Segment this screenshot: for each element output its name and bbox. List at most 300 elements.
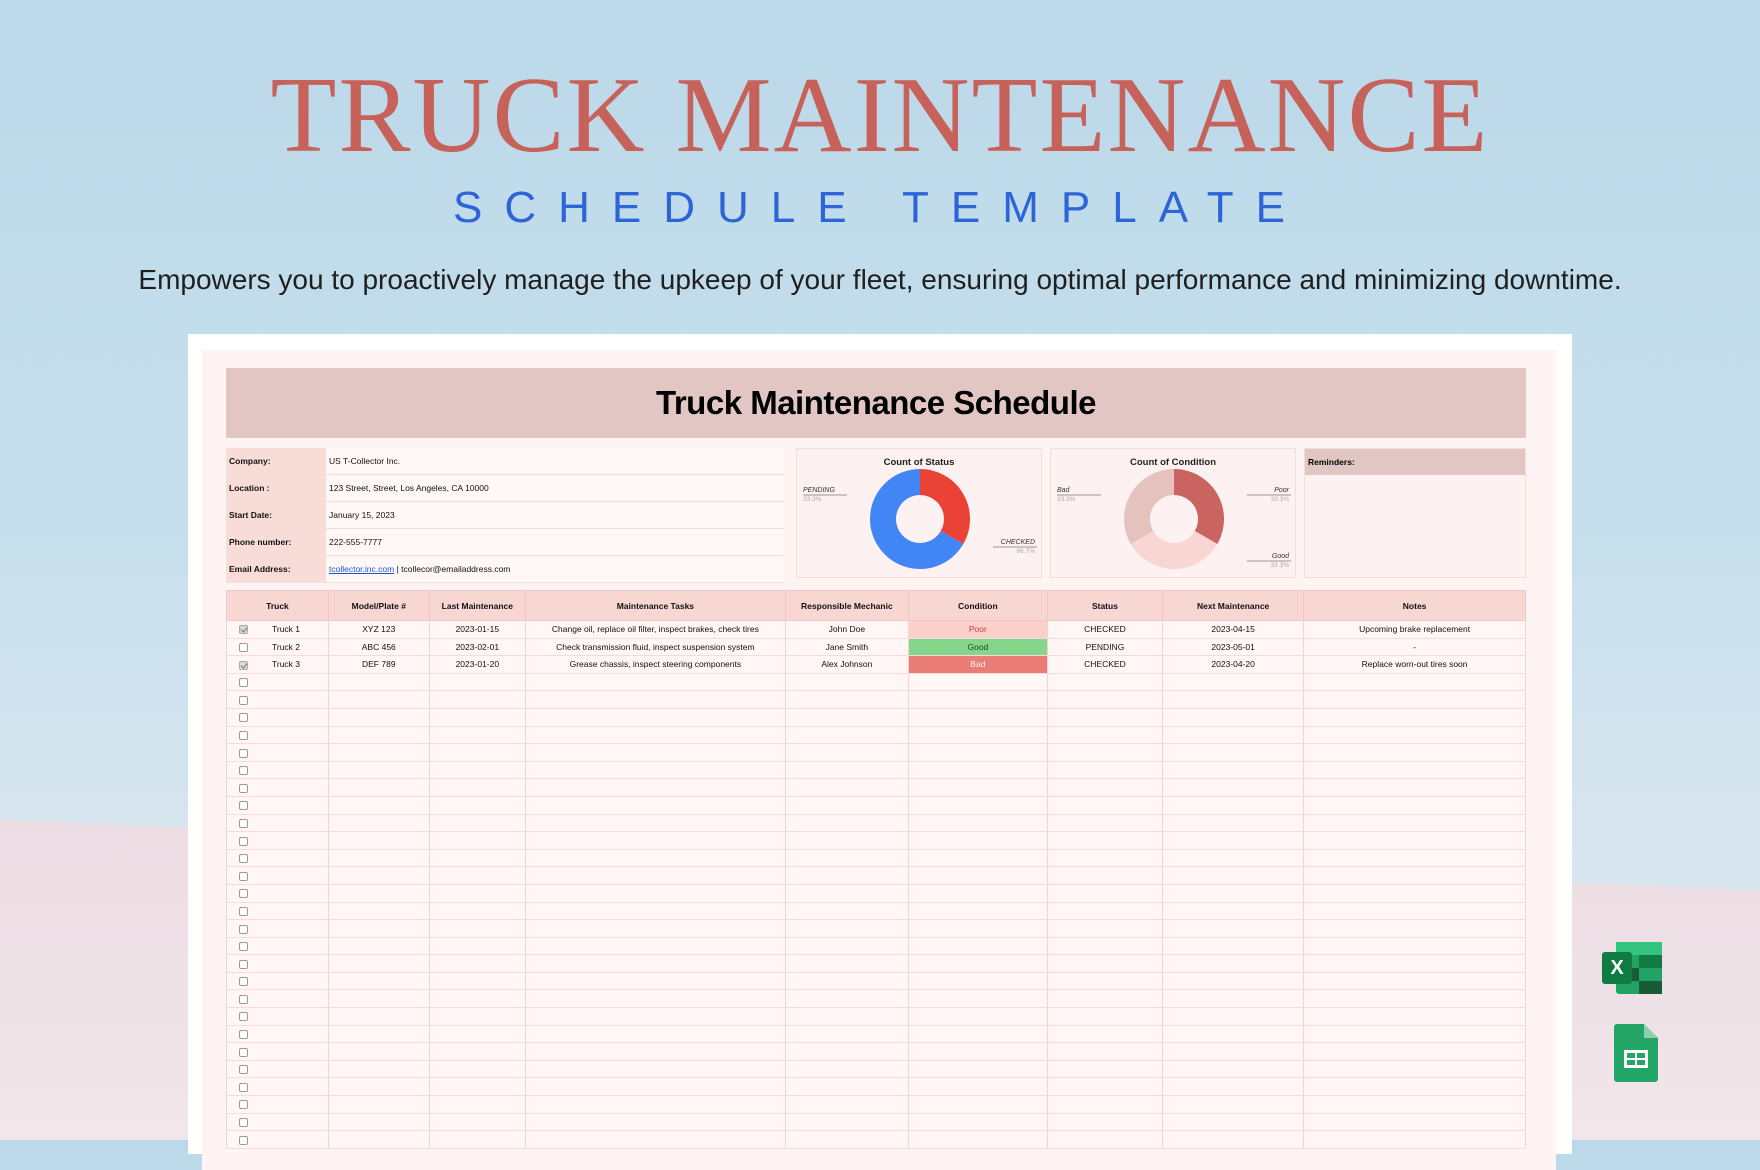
- table-row[interactable]: [227, 638, 1526, 656]
- empty-cell[interactable]: [1047, 990, 1162, 1008]
- empty-cell[interactable]: [908, 990, 1047, 1008]
- row-checkbox[interactable]: [239, 1012, 248, 1021]
- column-header[interactable]: Condition: [908, 591, 1047, 621]
- empty-cell[interactable]: [227, 867, 329, 885]
- empty-cell[interactable]: [1047, 1008, 1162, 1026]
- empty-cell[interactable]: [1304, 972, 1526, 990]
- row-checkbox[interactable]: [239, 625, 248, 634]
- empty-cell[interactable]: [328, 867, 429, 885]
- empty-cell[interactable]: [328, 1060, 429, 1078]
- empty-cell[interactable]: [1163, 884, 1304, 902]
- empty-cell[interactable]: [429, 691, 525, 709]
- row-checkbox[interactable]: [239, 766, 248, 775]
- empty-cell[interactable]: [1163, 744, 1304, 762]
- truck-cell[interactable]: [227, 656, 329, 674]
- empty-cell[interactable]: [429, 937, 525, 955]
- empty-cell[interactable]: [1304, 761, 1526, 779]
- empty-cell[interactable]: [1047, 744, 1162, 762]
- empty-cell[interactable]: [785, 1060, 908, 1078]
- empty-cell[interactable]: [1047, 779, 1162, 797]
- empty-cell[interactable]: [227, 884, 329, 902]
- row-checkbox[interactable]: [239, 1048, 248, 1057]
- model-cell[interactable]: XYZ 123: [328, 621, 429, 639]
- empty-cell[interactable]: [525, 1113, 785, 1131]
- row-checkbox[interactable]: [239, 942, 248, 951]
- empty-cell[interactable]: [429, 761, 525, 779]
- empty-cell[interactable]: [1163, 955, 1304, 973]
- empty-cell[interactable]: [908, 1078, 1047, 1096]
- empty-cell[interactable]: [328, 849, 429, 867]
- row-checkbox[interactable]: [239, 696, 248, 705]
- empty-cell[interactable]: [429, 1078, 525, 1096]
- empty-cell[interactable]: [785, 867, 908, 885]
- empty-cell[interactable]: [908, 920, 1047, 938]
- empty-cell[interactable]: [1304, 1078, 1526, 1096]
- empty-cell[interactable]: [1163, 1008, 1304, 1026]
- empty-cell[interactable]: [1304, 814, 1526, 832]
- empty-row[interactable]: [227, 832, 1526, 850]
- empty-cell[interactable]: [1047, 1078, 1162, 1096]
- empty-cell[interactable]: [1304, 1096, 1526, 1114]
- column-header[interactable]: Last Maintenance: [429, 591, 525, 621]
- empty-cell[interactable]: [227, 796, 329, 814]
- empty-cell[interactable]: [785, 814, 908, 832]
- empty-cell[interactable]: [1047, 1025, 1162, 1043]
- empty-cell[interactable]: [1047, 955, 1162, 973]
- empty-row[interactable]: [227, 1078, 1526, 1096]
- empty-cell[interactable]: [525, 832, 785, 850]
- empty-cell[interactable]: [1163, 832, 1304, 850]
- empty-row[interactable]: [227, 972, 1526, 990]
- empty-cell[interactable]: [328, 1025, 429, 1043]
- empty-cell[interactable]: [1304, 884, 1526, 902]
- empty-cell[interactable]: [328, 920, 429, 938]
- empty-cell[interactable]: [908, 691, 1047, 709]
- empty-cell[interactable]: [785, 1025, 908, 1043]
- empty-row[interactable]: [227, 849, 1526, 867]
- empty-cell[interactable]: [908, 849, 1047, 867]
- empty-cell[interactable]: [429, 902, 525, 920]
- empty-cell[interactable]: [429, 796, 525, 814]
- empty-cell[interactable]: [785, 691, 908, 709]
- company-value[interactable]: US T-Collector Inc.: [326, 448, 784, 474]
- empty-cell[interactable]: [1304, 867, 1526, 885]
- notes-cell[interactable]: Upcoming brake replacement: [1304, 621, 1526, 639]
- empty-row[interactable]: [227, 1043, 1526, 1061]
- row-checkbox[interactable]: [239, 1083, 248, 1092]
- empty-cell[interactable]: [1047, 1043, 1162, 1061]
- empty-cell[interactable]: [1304, 1113, 1526, 1131]
- empty-cell[interactable]: [525, 726, 785, 744]
- empty-cell[interactable]: [525, 779, 785, 797]
- empty-cell[interactable]: [1163, 1113, 1304, 1131]
- condition-cell[interactable]: Good: [908, 638, 1047, 656]
- row-checkbox[interactable]: [239, 872, 248, 881]
- empty-cell[interactable]: [1047, 673, 1162, 691]
- empty-cell[interactable]: [227, 779, 329, 797]
- empty-cell[interactable]: [785, 884, 908, 902]
- empty-cell[interactable]: [908, 1096, 1047, 1114]
- empty-cell[interactable]: [429, 1096, 525, 1114]
- empty-cell[interactable]: [1163, 1078, 1304, 1096]
- empty-cell[interactable]: [525, 1060, 785, 1078]
- empty-cell[interactable]: [908, 796, 1047, 814]
- empty-cell[interactable]: [1304, 673, 1526, 691]
- empty-cell[interactable]: [429, 832, 525, 850]
- empty-cell[interactable]: [328, 779, 429, 797]
- empty-cell[interactable]: [908, 832, 1047, 850]
- empty-row[interactable]: [227, 920, 1526, 938]
- empty-cell[interactable]: [1047, 796, 1162, 814]
- empty-cell[interactable]: [328, 955, 429, 973]
- empty-cell[interactable]: [1304, 744, 1526, 762]
- empty-cell[interactable]: [227, 1060, 329, 1078]
- empty-cell[interactable]: [1047, 1096, 1162, 1114]
- empty-cell[interactable]: [525, 884, 785, 902]
- mechanic-cell[interactable]: John Doe: [785, 621, 908, 639]
- row-checkbox[interactable]: [239, 784, 248, 793]
- empty-cell[interactable]: [525, 1096, 785, 1114]
- empty-cell[interactable]: [227, 744, 329, 762]
- empty-cell[interactable]: [227, 1008, 329, 1026]
- empty-cell[interactable]: [328, 708, 429, 726]
- empty-cell[interactable]: [429, 1113, 525, 1131]
- empty-cell[interactable]: [1047, 867, 1162, 885]
- empty-cell[interactable]: [1047, 920, 1162, 938]
- empty-cell[interactable]: [908, 955, 1047, 973]
- empty-cell[interactable]: [429, 744, 525, 762]
- empty-cell[interactable]: [1163, 902, 1304, 920]
- empty-cell[interactable]: [227, 990, 329, 1008]
- empty-cell[interactable]: [525, 849, 785, 867]
- empty-cell[interactable]: [908, 1025, 1047, 1043]
- row-checkbox[interactable]: [239, 854, 248, 863]
- empty-cell[interactable]: [429, 1008, 525, 1026]
- empty-cell[interactable]: [1163, 761, 1304, 779]
- empty-cell[interactable]: [429, 1043, 525, 1061]
- empty-row[interactable]: [227, 1060, 1526, 1078]
- empty-cell[interactable]: [1163, 990, 1304, 1008]
- column-header[interactable]: Notes: [1304, 591, 1526, 621]
- empty-cell[interactable]: [1304, 691, 1526, 709]
- empty-cell[interactable]: [227, 937, 329, 955]
- empty-cell[interactable]: [908, 726, 1047, 744]
- empty-cell[interactable]: [785, 849, 908, 867]
- empty-cell[interactable]: [908, 884, 1047, 902]
- empty-cell[interactable]: [908, 937, 1047, 955]
- empty-cell[interactable]: [227, 673, 329, 691]
- mechanic-cell[interactable]: Alex Johnson: [785, 656, 908, 674]
- empty-cell[interactable]: [328, 832, 429, 850]
- empty-cell[interactable]: [908, 1060, 1047, 1078]
- empty-cell[interactable]: [1163, 920, 1304, 938]
- empty-cell[interactable]: [525, 744, 785, 762]
- last-cell[interactable]: 2023-01-20: [429, 656, 525, 674]
- empty-cell[interactable]: [429, 990, 525, 1008]
- empty-cell[interactable]: [429, 920, 525, 938]
- empty-cell[interactable]: [785, 796, 908, 814]
- empty-cell[interactable]: [1304, 708, 1526, 726]
- column-header[interactable]: Maintenance Tasks: [525, 591, 785, 621]
- notes-cell[interactable]: -: [1304, 638, 1526, 656]
- condition-cell[interactable]: Bad: [908, 656, 1047, 674]
- empty-row[interactable]: [227, 691, 1526, 709]
- empty-cell[interactable]: [908, 779, 1047, 797]
- last-cell[interactable]: 2023-02-01: [429, 638, 525, 656]
- empty-cell[interactable]: [227, 1043, 329, 1061]
- empty-cell[interactable]: [227, 1025, 329, 1043]
- row-checkbox[interactable]: [239, 643, 248, 652]
- empty-cell[interactable]: [785, 744, 908, 762]
- empty-cell[interactable]: [429, 972, 525, 990]
- empty-cell[interactable]: [1304, 849, 1526, 867]
- empty-cell[interactable]: [328, 972, 429, 990]
- row-checkbox[interactable]: [239, 713, 248, 722]
- empty-cell[interactable]: [1304, 990, 1526, 1008]
- empty-cell[interactable]: [785, 920, 908, 938]
- empty-cell[interactable]: [227, 902, 329, 920]
- empty-cell[interactable]: [429, 708, 525, 726]
- empty-cell[interactable]: [1163, 937, 1304, 955]
- empty-cell[interactable]: [328, 691, 429, 709]
- empty-cell[interactable]: [525, 937, 785, 955]
- empty-cell[interactable]: [785, 1043, 908, 1061]
- empty-row[interactable]: [227, 796, 1526, 814]
- empty-cell[interactable]: [328, 814, 429, 832]
- empty-cell[interactable]: [525, 708, 785, 726]
- row-checkbox[interactable]: [239, 907, 248, 916]
- row-checkbox[interactable]: [239, 801, 248, 810]
- status-cell[interactable]: PENDING: [1047, 638, 1162, 656]
- column-header[interactable]: Truck: [227, 591, 329, 621]
- start-date-value[interactable]: January 15, 2023: [326, 502, 784, 528]
- empty-cell[interactable]: [1047, 708, 1162, 726]
- empty-cell[interactable]: [328, 937, 429, 955]
- empty-cell[interactable]: [785, 1113, 908, 1131]
- empty-cell[interactable]: [1304, 796, 1526, 814]
- empty-cell[interactable]: [525, 920, 785, 938]
- empty-cell[interactable]: [429, 673, 525, 691]
- tasks-cell[interactable]: Check transmission fluid, inspect suspension system: [525, 638, 785, 656]
- empty-cell[interactable]: [1047, 902, 1162, 920]
- empty-cell[interactable]: [227, 832, 329, 850]
- empty-cell[interactable]: [525, 796, 785, 814]
- empty-cell[interactable]: [525, 673, 785, 691]
- table-row[interactable]: [227, 656, 1526, 674]
- empty-cell[interactable]: [525, 1008, 785, 1026]
- empty-cell[interactable]: [1163, 849, 1304, 867]
- empty-cell[interactable]: [1304, 1008, 1526, 1026]
- status-cell[interactable]: CHECKED: [1047, 621, 1162, 639]
- empty-cell[interactable]: [908, 972, 1047, 990]
- empty-cell[interactable]: [908, 814, 1047, 832]
- notes-cell[interactable]: Replace worn-out tires soon: [1304, 656, 1526, 674]
- row-checkbox[interactable]: [239, 1118, 248, 1127]
- empty-cell[interactable]: [908, 708, 1047, 726]
- empty-cell[interactable]: [429, 1060, 525, 1078]
- empty-cell[interactable]: [429, 867, 525, 885]
- empty-cell[interactable]: [1047, 1113, 1162, 1131]
- next-cell[interactable]: 2023-04-15: [1163, 621, 1304, 639]
- model-cell[interactable]: DEF 789: [328, 656, 429, 674]
- empty-cell[interactable]: [429, 814, 525, 832]
- empty-cell[interactable]: [525, 761, 785, 779]
- empty-cell[interactable]: [1047, 849, 1162, 867]
- empty-cell[interactable]: [429, 726, 525, 744]
- empty-cell[interactable]: [429, 779, 525, 797]
- phone-value[interactable]: 222-555-7777: [326, 529, 784, 555]
- empty-cell[interactable]: [785, 955, 908, 973]
- empty-cell[interactable]: [1163, 691, 1304, 709]
- empty-cell[interactable]: [1304, 832, 1526, 850]
- empty-cell[interactable]: [525, 972, 785, 990]
- empty-cell[interactable]: [785, 972, 908, 990]
- empty-cell[interactable]: [1047, 726, 1162, 744]
- row-checkbox[interactable]: [239, 731, 248, 740]
- empty-cell[interactable]: [227, 972, 329, 990]
- row-checkbox[interactable]: [239, 1100, 248, 1109]
- row-checkbox[interactable]: [239, 925, 248, 934]
- condition-cell[interactable]: Poor: [908, 621, 1047, 639]
- empty-cell[interactable]: [525, 691, 785, 709]
- empty-row[interactable]: [227, 761, 1526, 779]
- empty-cell[interactable]: [1163, 1025, 1304, 1043]
- empty-row[interactable]: [227, 884, 1526, 902]
- empty-cell[interactable]: [227, 1096, 329, 1114]
- empty-cell[interactable]: [1163, 779, 1304, 797]
- empty-cell[interactable]: [328, 902, 429, 920]
- empty-cell[interactable]: [1163, 726, 1304, 744]
- empty-cell[interactable]: [1047, 832, 1162, 850]
- empty-cell[interactable]: [227, 1113, 329, 1131]
- row-checkbox[interactable]: [239, 977, 248, 986]
- empty-cell[interactable]: [1163, 814, 1304, 832]
- empty-cell[interactable]: [227, 920, 329, 938]
- empty-cell[interactable]: [785, 1078, 908, 1096]
- empty-cell[interactable]: [1163, 1060, 1304, 1078]
- empty-cell[interactable]: [1163, 867, 1304, 885]
- empty-cell[interactable]: [227, 708, 329, 726]
- empty-cell[interactable]: [227, 761, 329, 779]
- empty-cell[interactable]: [1047, 1060, 1162, 1078]
- empty-cell[interactable]: [525, 990, 785, 1008]
- empty-row[interactable]: [227, 955, 1526, 973]
- empty-row[interactable]: [227, 937, 1526, 955]
- empty-cell[interactable]: [328, 726, 429, 744]
- empty-cell[interactable]: [908, 673, 1047, 691]
- empty-cell[interactable]: [785, 726, 908, 744]
- tasks-cell[interactable]: Change oil, replace oil filter, inspect brakes, check tires: [525, 621, 785, 639]
- row-checkbox[interactable]: [239, 678, 248, 687]
- row-checkbox[interactable]: [239, 1065, 248, 1074]
- empty-cell[interactable]: [328, 761, 429, 779]
- empty-cell[interactable]: [328, 1043, 429, 1061]
- empty-cell[interactable]: [908, 1113, 1047, 1131]
- empty-cell[interactable]: [1163, 1096, 1304, 1114]
- row-checkbox[interactable]: [239, 1136, 248, 1145]
- empty-cell[interactable]: [908, 1008, 1047, 1026]
- mechanic-cell[interactable]: Jane Smith: [785, 638, 908, 656]
- row-checkbox[interactable]: [239, 995, 248, 1004]
- empty-row[interactable]: [227, 867, 1526, 885]
- empty-cell[interactable]: [1304, 920, 1526, 938]
- empty-cell[interactable]: [785, 990, 908, 1008]
- row-checkbox[interactable]: [239, 889, 248, 898]
- empty-cell[interactable]: [1163, 673, 1304, 691]
- empty-cell[interactable]: [785, 1008, 908, 1026]
- empty-cell[interactable]: [429, 955, 525, 973]
- empty-cell[interactable]: [525, 1025, 785, 1043]
- empty-cell[interactable]: [1304, 726, 1526, 744]
- location-value[interactable]: 123 Street, Street, Los Angeles, CA 10000: [326, 475, 784, 501]
- empty-cell[interactable]: [227, 726, 329, 744]
- empty-cell[interactable]: [1304, 902, 1526, 920]
- empty-cell[interactable]: [1047, 972, 1162, 990]
- empty-row[interactable]: [227, 779, 1526, 797]
- tasks-cell[interactable]: Grease chassis, inspect steering components: [525, 656, 785, 674]
- empty-cell[interactable]: [785, 708, 908, 726]
- empty-row[interactable]: [227, 1025, 1526, 1043]
- empty-cell[interactable]: [328, 796, 429, 814]
- empty-cell[interactable]: [429, 1025, 525, 1043]
- empty-cell[interactable]: [785, 902, 908, 920]
- empty-cell[interactable]: [227, 1078, 329, 1096]
- empty-cell[interactable]: [1304, 955, 1526, 973]
- empty-cell[interactable]: [525, 814, 785, 832]
- row-checkbox[interactable]: [239, 960, 248, 969]
- empty-cell[interactable]: [227, 955, 329, 973]
- empty-cell[interactable]: [1304, 937, 1526, 955]
- empty-row[interactable]: [227, 744, 1526, 762]
- empty-row[interactable]: [227, 1113, 1526, 1131]
- empty-cell[interactable]: [1047, 691, 1162, 709]
- empty-cell[interactable]: [1047, 761, 1162, 779]
- last-cell[interactable]: 2023-01-15: [429, 621, 525, 639]
- empty-row[interactable]: [227, 902, 1526, 920]
- empty-cell[interactable]: [328, 673, 429, 691]
- empty-row[interactable]: [227, 673, 1526, 691]
- column-header[interactable]: Status: [1047, 591, 1162, 621]
- empty-cell[interactable]: [1047, 814, 1162, 832]
- empty-cell[interactable]: [328, 1096, 429, 1114]
- empty-row[interactable]: [227, 726, 1526, 744]
- empty-cell[interactable]: [227, 691, 329, 709]
- empty-cell[interactable]: [908, 902, 1047, 920]
- truck-cell[interactable]: [227, 621, 329, 639]
- empty-cell[interactable]: [1047, 884, 1162, 902]
- row-checkbox[interactable]: [239, 819, 248, 828]
- empty-row[interactable]: [227, 990, 1526, 1008]
- empty-cell[interactable]: [1163, 708, 1304, 726]
- empty-cell[interactable]: [525, 867, 785, 885]
- empty-cell[interactable]: [328, 990, 429, 1008]
- empty-cell[interactable]: [785, 673, 908, 691]
- empty-cell[interactable]: [908, 867, 1047, 885]
- column-header[interactable]: Responsible Mechanic: [785, 591, 908, 621]
- empty-cell[interactable]: [785, 832, 908, 850]
- empty-cell[interactable]: [1163, 972, 1304, 990]
- status-cell[interactable]: CHECKED: [1047, 656, 1162, 674]
- empty-cell[interactable]: [328, 1113, 429, 1131]
- next-cell[interactable]: 2023-05-01: [1163, 638, 1304, 656]
- empty-cell[interactable]: [1304, 1043, 1526, 1061]
- column-header[interactable]: Next Maintenance: [1163, 591, 1304, 621]
- row-checkbox[interactable]: [239, 837, 248, 846]
- empty-cell[interactable]: [328, 1008, 429, 1026]
- empty-cell[interactable]: [908, 744, 1047, 762]
- empty-cell[interactable]: [785, 1096, 908, 1114]
- truck-cell[interactable]: [227, 638, 329, 656]
